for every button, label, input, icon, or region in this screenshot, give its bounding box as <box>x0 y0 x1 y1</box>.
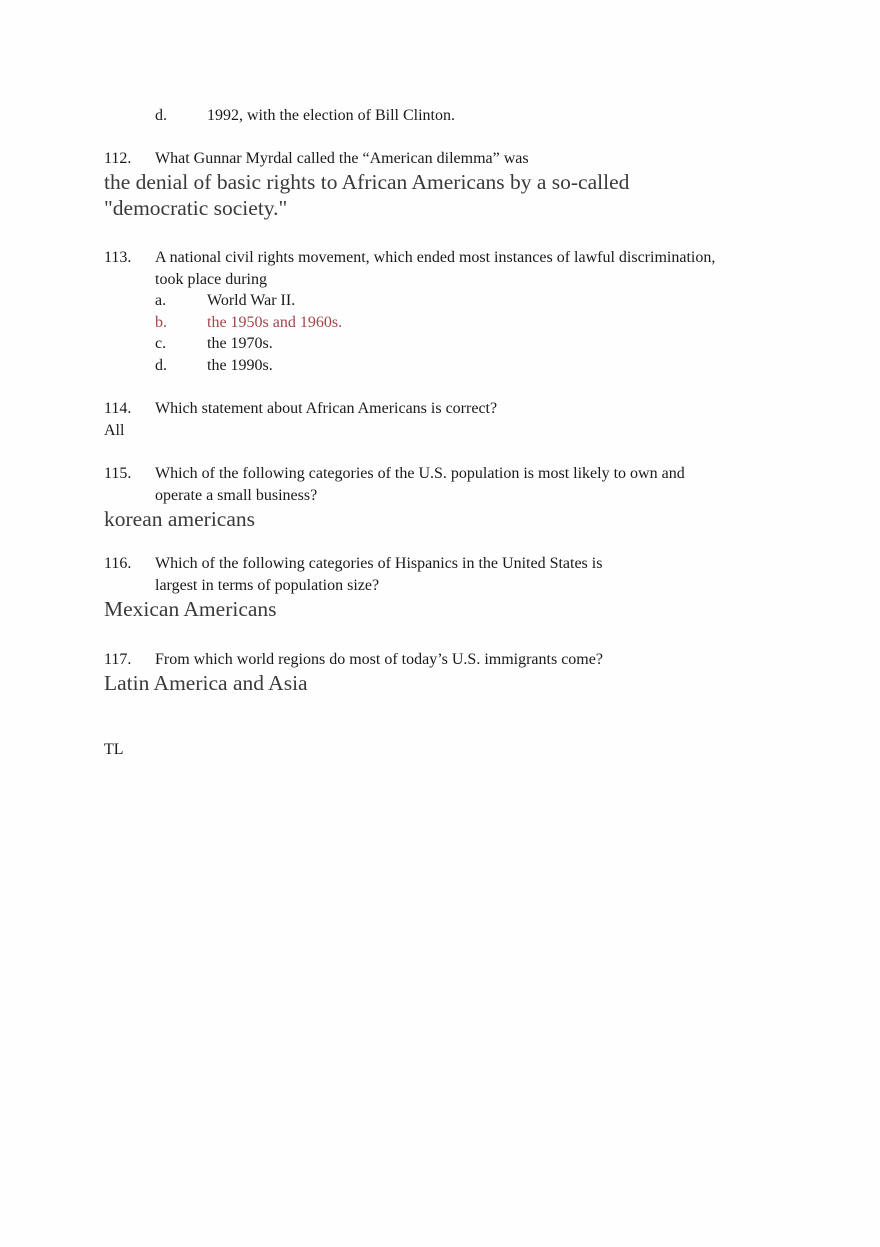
question-number: 112. <box>104 150 132 167</box>
option-letter: d. <box>155 107 167 124</box>
answer-text: Mexican Americans <box>104 597 277 621</box>
question-number: 114. <box>104 400 132 417</box>
option-text: World War II. <box>207 292 296 309</box>
selected-option-text: the 1950s and 1960s. <box>207 314 343 331</box>
answer-text: "democratic society." <box>104 196 288 220</box>
option-letter: c. <box>155 335 167 352</box>
question-text: A national civil rights movement, which ended most instances of lawful discrimination, <box>155 249 716 266</box>
question-text: From which world regions do most of today’s U.S. immigrants come? <box>155 651 603 668</box>
question-text: operate a small business? <box>155 487 318 504</box>
question-text: What Gunnar Myrdal called the “American dilemma” was <box>155 150 529 167</box>
answer-text: the denial of basic rights to African Americans by a so-called <box>104 170 630 194</box>
option-letter: a. <box>155 292 167 309</box>
question-text: largest in terms of population size? <box>155 577 380 594</box>
question-text: Which of the following categories of Hispanics in the United States is <box>155 555 603 572</box>
selected-option-letter: b. <box>155 314 167 331</box>
option-text: the 1990s. <box>207 357 273 374</box>
question-number: 113. <box>104 249 132 266</box>
question-text: Which of the following categories of the U.S. population is most likely to own and <box>155 465 685 482</box>
option-text: the 1970s. <box>207 335 273 352</box>
footer-initials: TL <box>104 741 124 758</box>
question-number: 116. <box>104 555 132 572</box>
answer-text: korean americans <box>104 507 256 531</box>
question-text: took place during <box>155 271 267 288</box>
question-text: Which statement about African Americans is correct? <box>155 400 498 417</box>
answer-text: All <box>104 422 125 439</box>
question-number: 117. <box>104 651 132 668</box>
answer-text: Latin America and Asia <box>104 671 308 695</box>
option-letter: d. <box>155 357 167 374</box>
option-text: 1992, with the election of Bill Clinton. <box>207 107 455 124</box>
question-number: 115. <box>104 465 132 482</box>
